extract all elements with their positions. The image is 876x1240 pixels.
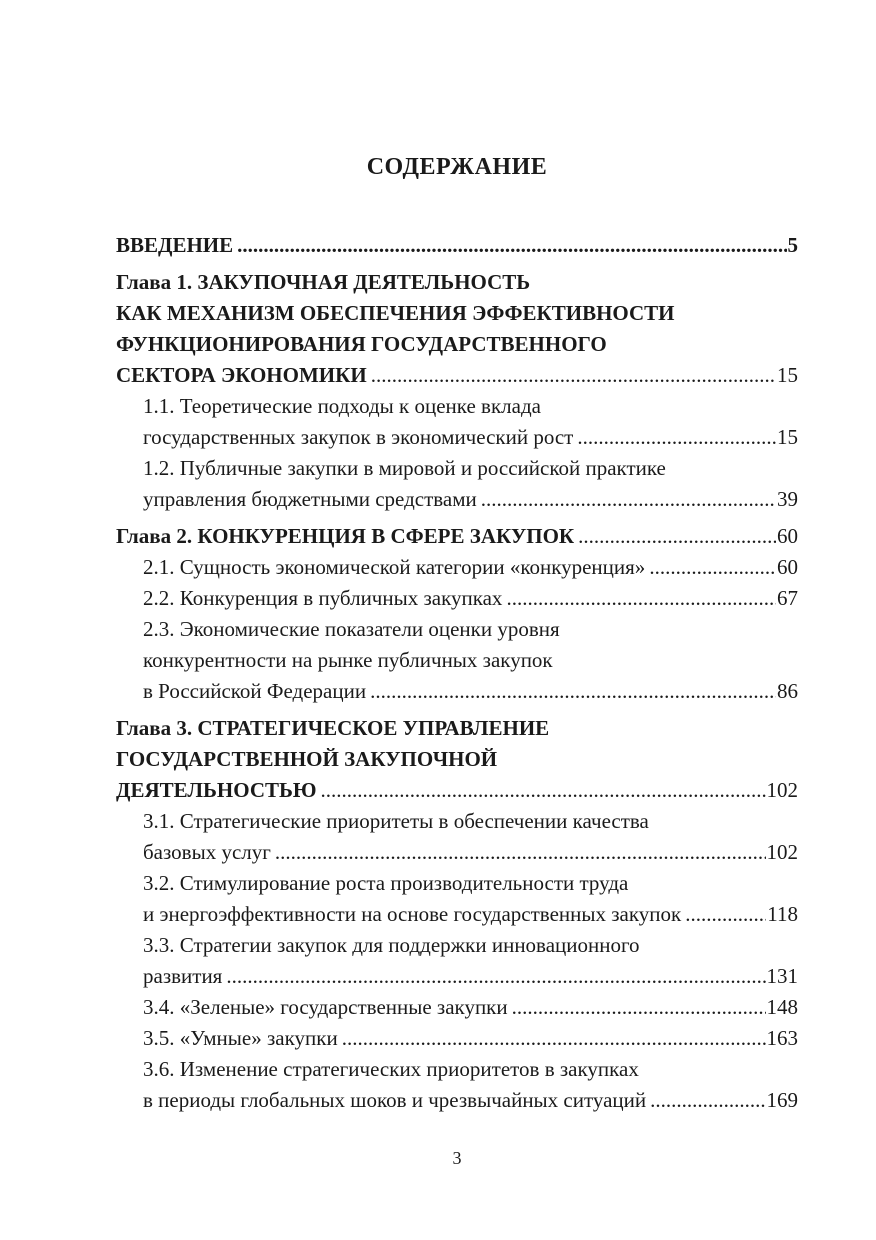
- toc-entry-section-3-5[interactable]: [116, 1023, 798, 1054]
- toc-entry-line: 1.1. Теоретические подходы к оценке вклада: [143, 394, 541, 418]
- toc-entry-section-2-3[interactable]: [116, 614, 798, 707]
- toc-entry-line: базовых услуг: [143, 840, 271, 864]
- toc-entry-text: ВВЕДЕНИЕ: [116, 233, 234, 257]
- toc-entry-section-3-4[interactable]: [116, 992, 798, 1023]
- toc-entry-line: СЕКТОРА ЭКОНОМИКИ: [116, 363, 367, 387]
- toc-entry-line: в Российской Федерации: [143, 679, 367, 703]
- toc-entry-text: 3.4. «Зеленые» государственные закупки: [143, 995, 508, 1019]
- toc-entry-text: 2.2. Конкуренция в публичных закупках: [143, 586, 503, 610]
- dot-leader: [237, 230, 786, 261]
- toc-entry-section-3-1[interactable]: [116, 806, 798, 868]
- dot-leader: [370, 676, 776, 707]
- toc-page-number: 60: [777, 524, 798, 548]
- toc-entry-line: 3.1. Стратегические приоритеты в обеспечении качества: [143, 809, 649, 833]
- toc-entry-line: государственных закупок в экономический рост: [143, 425, 574, 449]
- toc-entry-section-3-2[interactable]: [116, 868, 798, 930]
- toc-entry-line: Глава 3. СТРАТЕГИЧЕСКОЕ УПРАВЛЕНИЕ: [116, 716, 550, 740]
- page-title: СОДЕРЖАНИЕ: [366, 154, 548, 180]
- toc-page-number: 67: [777, 586, 798, 610]
- toc-entry-chapter-3[interactable]: [116, 713, 798, 806]
- toc-entry-line: КАК МЕХАНИЗМ ОБЕСПЕЧЕНИЯ ЭФФЕКТИВНОСТИ: [116, 301, 675, 325]
- toc-page-number: 102: [766, 840, 798, 864]
- dot-leader: [342, 1023, 766, 1054]
- dot-leader: [226, 961, 765, 992]
- toc-entry-line: 1.2. Публичные закупки в мировой и российской практике: [143, 456, 666, 480]
- toc-entry-chapter-2[interactable]: [116, 521, 798, 552]
- toc-entry-section-2-2[interactable]: [116, 583, 798, 614]
- toc-entry-line: 3.6. Изменение стратегических приоритетов в закупках: [143, 1057, 639, 1081]
- toc-entry-section-3-3[interactable]: [116, 930, 798, 992]
- toc-entry-section-1-2[interactable]: [116, 453, 798, 515]
- toc-entry-line: 2.3. Экономические показатели оценки уровня: [143, 617, 560, 641]
- toc-entry-text: 3.5. «Умные» закупки: [143, 1026, 338, 1050]
- dot-leader: [512, 992, 766, 1023]
- toc-page-number: 60: [777, 555, 798, 579]
- toc-page-number: 102: [766, 778, 798, 802]
- dot-leader: [685, 899, 766, 930]
- toc-page-number: 86: [777, 679, 798, 703]
- dot-leader: [649, 552, 776, 583]
- toc-entry-section-1-1[interactable]: [116, 391, 798, 453]
- toc-page-number: 15: [777, 425, 798, 449]
- toc-page-number: 39: [777, 487, 798, 511]
- toc-entry-line: управления бюджетными средствами: [143, 487, 477, 511]
- toc-entry-introduction[interactable]: [116, 230, 798, 261]
- toc-page-number: 148: [766, 995, 798, 1019]
- toc-entry-line: Глава 1. ЗАКУПОЧНАЯ ДЕЯТЕЛЬНОСТЬ: [116, 270, 531, 294]
- toc-entry-line: ГОСУДАРСТВЕННОЙ ЗАКУПОЧНОЙ: [116, 747, 498, 771]
- toc-entry-text: 2.1. Сущность экономической категории «конкуренция»: [143, 555, 646, 579]
- toc-page-number: 15: [777, 363, 798, 387]
- dot-leader: [650, 1085, 765, 1116]
- dot-leader: [578, 521, 776, 552]
- toc-entry-line: конкурентности на рынке публичных закупок: [143, 648, 553, 672]
- toc-entry-section-3-6[interactable]: [116, 1054, 798, 1116]
- toc-entry-section-2-1[interactable]: [116, 552, 798, 583]
- dot-leader: [275, 837, 766, 868]
- dot-leader: [577, 422, 776, 453]
- dot-leader: [506, 583, 776, 614]
- toc-page-number: 131: [766, 964, 798, 988]
- toc-entry-line: в периоды глобальных шоков и чрезвычайных ситуаций: [143, 1088, 647, 1112]
- toc-page-number: 5: [787, 233, 798, 257]
- toc-entry-text: Глава 2. КОНКУРЕНЦИЯ В СФЕРЕ ЗАКУПОК: [116, 524, 575, 548]
- toc-page-number: 163: [766, 1026, 798, 1050]
- dot-leader: [321, 775, 766, 806]
- toc-entry-line: развития: [143, 964, 223, 988]
- toc-entry-line: и энергоэффективности на основе государственных закупок: [143, 902, 682, 926]
- page-number: 3: [452, 1148, 462, 1168]
- dot-leader: [371, 360, 776, 391]
- toc-entry-line: ДЕЯТЕЛЬНОСТЬЮ: [116, 778, 317, 802]
- toc-entry-chapter-1[interactable]: [116, 267, 798, 391]
- toc-page-number: 118: [767, 902, 798, 926]
- dot-leader: [481, 484, 776, 515]
- toc-page-number: 169: [766, 1088, 798, 1112]
- toc-entry-line: 3.2. Стимулирование роста производительности труда: [143, 871, 629, 895]
- toc-entry-line: 3.3. Стратегии закупок для поддержки инновационного: [143, 933, 640, 957]
- table-of-contents: [116, 230, 798, 1116]
- toc-entry-line: ФУНКЦИОНИРОВАНИЯ ГОСУДАРСТВЕННОГО: [116, 332, 607, 356]
